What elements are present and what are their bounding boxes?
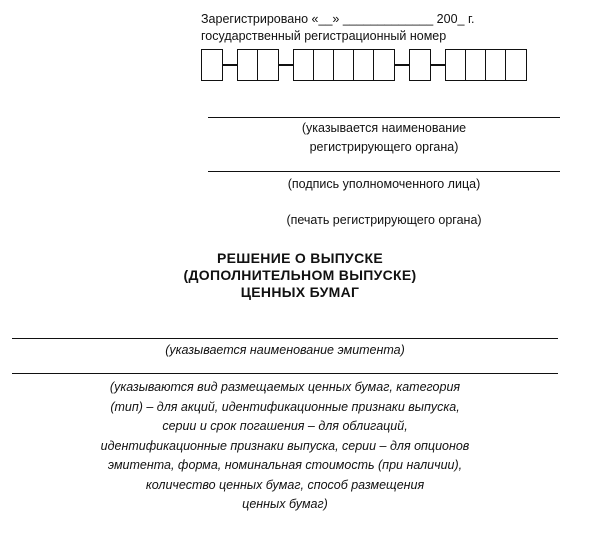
reg-number-box-group [445,49,527,81]
reg-number-box-group [237,49,279,81]
securities-hint-line: идентификационные признаки выпуска, серии – для опционов [100,438,470,453]
securities-hint-line: количество ценных бумаг, способ размещения [145,477,425,492]
reg-number-digit-box[interactable] [374,50,394,80]
reg-number-digit-box[interactable] [334,50,354,80]
registered-date-line: Зарегистрировано «__» _____________ 200_ г. [201,12,475,26]
reg-number-dash [223,64,237,66]
reg-number-digit-box[interactable] [258,50,278,80]
securities-hint [12,378,558,515]
reg-number-box-group [293,49,395,81]
reg-number-digit-box[interactable] [238,50,258,80]
securities-hint-line: ценных бумаг) [242,497,328,511]
title-line-1: РЕШЕНИЕ О ВЫПУСКЕ [217,250,383,266]
reg-number-digit-box[interactable] [410,50,430,80]
reg-number-digit-box[interactable] [466,50,486,80]
reg-number-digit-box[interactable] [354,50,374,80]
reg-number-digit-box[interactable] [294,50,314,80]
reg-number-box-group [201,49,223,81]
reg-number-digit-box[interactable] [202,50,222,80]
securities-hint-line: (указываются вид размещаемых ценных бумаг, категория [109,380,461,394]
title-line-2: (ДОПОЛНИТЕЛЬНОМ ВЫПУСКЕ) [183,267,417,283]
reg-number-dash [279,64,293,66]
organ-name-line [208,117,560,118]
reg-number-digit-box[interactable] [506,50,526,80]
reg-number-boxes [201,49,527,81]
stamp-hint: (печать регистрирующего органа) [286,213,482,227]
title-line-3: ЦЕННЫХ БУМАГ [240,284,360,300]
securities-line [12,373,558,374]
reg-number-digit-box[interactable] [446,50,466,80]
reg-number-dash [431,64,445,66]
organ-name-hint-2: регистрирующего органа) [309,140,459,154]
reg-number-digit-box[interactable] [314,50,334,80]
securities-hint-line: серии и срок погашения – для облигаций, [162,419,408,433]
issuer-name-hint: (указывается наименование эмитента) [165,343,405,357]
signature-hint: (подпись уполномоченного лица) [287,177,481,191]
signature-line [208,171,560,172]
reg-number-dash [395,64,409,66]
issuer-name-line [12,338,558,339]
reg-number-digit-box[interactable] [486,50,506,80]
reg-number-box-group [409,49,431,81]
reg-number-label: государственный регистрационный номер [201,29,447,43]
securities-hint-line: эмитента, форма, номинальная стоимость (при наличии), [107,458,463,472]
securities-hint-line: (тип) – для акций, идентификационные признаки выпуска, [110,399,460,414]
organ-name-hint-1: (указывается наименование [301,121,467,135]
